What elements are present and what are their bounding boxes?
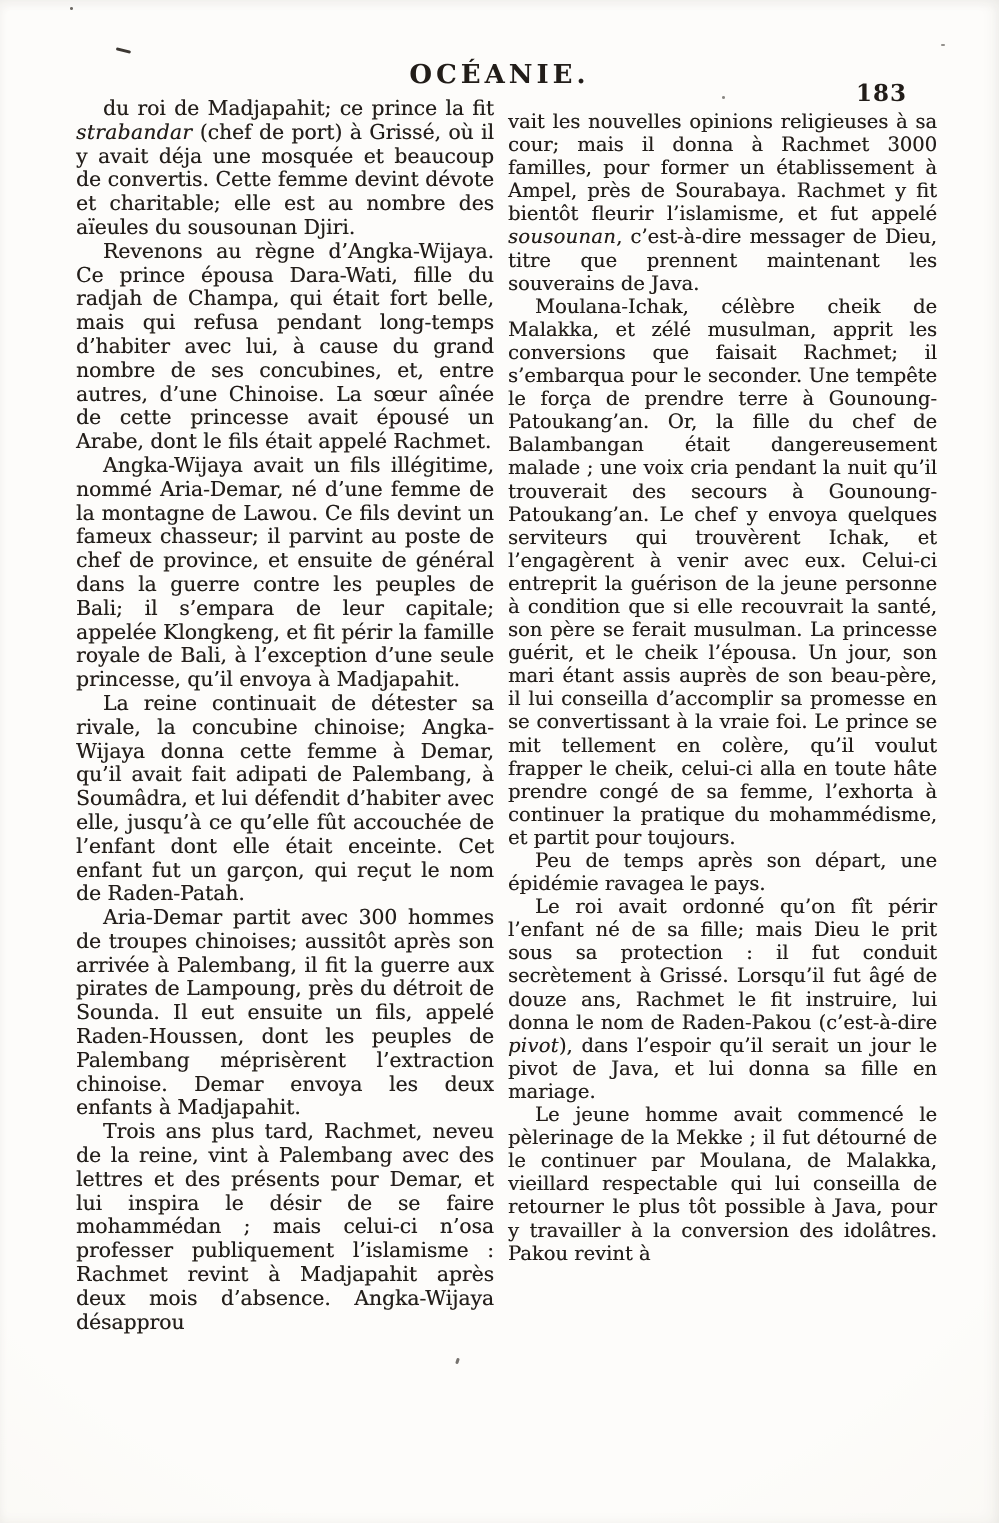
right-column [508, 97, 937, 1334]
text-segment: du roi de Madjapahit; ce prince la fit [103, 96, 494, 120]
text-segment: Peu de temps après son départ, une épidémie ravagea le pays. [508, 849, 937, 896]
paragraph [76, 692, 494, 906]
text-segment: Trois ans plus tard, Rachmet, neveu de la reine, vint à Palembang avec des lettres et des présents pour Demar, et lui inspira le désir de se faire mohammédan ; mais celui-ci n’osa professer publiquement l’islamisme : Rachmet revint à Madjapahit après deux mois d’absence. Angka-Wijaya désapprou [76, 1119, 494, 1334]
paragraph [508, 295, 937, 849]
text-segment: , c’est-à-dire messager de Dieu, titre que prennent maintenant les souverains de Java. [508, 225, 937, 295]
ink-speck [116, 47, 131, 53]
text-segment: Le roi avait ordonné qu’on fît périr l’enfant né de sa fille; mais Dieu le prit sous sa protection : il fut conduit secrètement à Grissé. Lorsqu’il fut âgé de douze ans, Rachmet le fit instruire, lui donna le nom de Raden-Pakou (c’est-à-dire [508, 895, 937, 1034]
italic-term: pivot [508, 1033, 559, 1057]
italic-term: strabandar [76, 119, 193, 144]
ink-speck [70, 7, 73, 10]
paragraph [508, 849, 937, 895]
paragraph [76, 97, 494, 240]
page-number: 183 [855, 80, 907, 107]
paragraph [76, 454, 494, 692]
paragraph [508, 110, 937, 295]
ink-speck [941, 44, 945, 46]
text-segment: Moulana-Ichak, célèbre cheik de Malakka, et zélé musulman, apprit les conversions que faisait Rachmet; il s’embarqua pour le seconder. Une tempête le força de prendre terre à Gounoung-Patoukang’an. Or, la fille du chef de Balambangan était dangereusement malade ; une voix cria pendant la nuit qu’il trouverait des secours à Gounoung-Patoukang’an. Le chef y envoya quelques serviteurs qui trouvèrent Ichak, et l’engagèrent à venir avec eux. Celui-ci entreprit la guérison de la jeune personne à condition que si elle recouvrait la santé, son père se ferait musulman. La princesse guérit, et le cheik l’épousa. Un jour, son mari étant assis auprès de son beau-père, il lui conseilla d’accomplir sa promesse en se convertissant à la vraie foi. Le prince se mit tellement en colère, qu’il voulut frapper le cheik, celui-ci alla en toute hâte prendre congé de sa femme, l’exhorta à continuer la pratique du mohammédisme, et partit pour toujours. [508, 294, 937, 849]
paragraph [508, 895, 937, 1103]
paragraph [508, 1103, 937, 1265]
text-columns [76, 97, 937, 1334]
text-segment: La reine continuait de détester sa rivale, la concubine chinoise; Angka-Wijaya donna cette femme à Demar, qu’il avait fait adipati de Palembang, à Soumâdra, et lui défendit d’habiter avec elle, jusqu’à ce qu’elle fût accouchée de l’enfant dont elle était enceinte. Cet enfant fut un garçon, qui reçut le nom de Raden-Patah. [76, 690, 494, 906]
ink-speck [455, 1358, 460, 1365]
text-segment: vait les nouvelles opinions religieuses à sa cour; mais il donna à Rachmet 3000 familles, pour former un établissement à Ampel, près de Sourabaya. Rachmet y fit bientôt fleurir l’islamisme, et fut appelé [508, 110, 937, 226]
text-segment: Angka-Wijaya avait un fils illégitime, nommé Aria-Demar, né d’une femme de la montagne de Lawou. Ce fils devint un fameux chasseur; il parvint au poste de chef de province, et ensuite de général dans la guerre contre les peuples de Bali; il s’empara de leur capitale; appelée Klongkeng, et fit périr la famille royale de Bali, à l’exception d’une seule princesse, qu’il envoya à Madjapahit. [76, 452, 494, 692]
text-segment: Le jeune homme avait commencé le pèlerinage de la Mekke ; il fut détourné de le continuer par Moulana, de Malakka, vieillard respectable qui lui conseilla de retourner le plus tôt possible à Java, pour y travailler à la conversion des idolâtres. Pakou revint à [508, 1103, 937, 1265]
text-segment: Revenons au règne d’Angka-Wijaya. Ce prince épousa Dara-Wati, fille du radjah de Champa, qui était fort belle, mais qui refusa pendant long-temps d’habiter avec lui, à cause du grand nombre de ses concubines, et, entre autres, d’une Chinoise. La sœur aînée de cette princesse avait épousé un Arabe, dont le fils était appelé Rachmet. [76, 238, 494, 454]
italic-term: sousounan [508, 225, 617, 249]
text-segment: ), dans l’espoir qu’il serait un jour le pivot de Java, et lui donna sa fille en mariage. [508, 1033, 937, 1103]
running-title: OCÉANIE. [409, 60, 590, 90]
paragraph [76, 1120, 494, 1334]
text-segment: Aria-Demar partit avec 300 hommes de troupes chinoises; aussitôt après son arrivée à Palembang, il fit la guerre aux pirates de Lampoung, près du détroit de Sounda. Il eut ensuite un fils, appelé Raden-Houssen, dont les peuples de Palembang méprisèrent l’extraction chinoise. Demar envoya les deux enfants à Madjapahit. [76, 905, 494, 1120]
paragraph [76, 240, 494, 454]
paragraph [76, 906, 494, 1120]
text-segment: (chef de port) à Grissé, où il y avait déja une mosquée et beaucoup de convertis. Cette femme devint dévote et charitable; elle est au nombre des aïeules du sousounan Djiri. [76, 119, 494, 239]
left-column [76, 97, 494, 1334]
